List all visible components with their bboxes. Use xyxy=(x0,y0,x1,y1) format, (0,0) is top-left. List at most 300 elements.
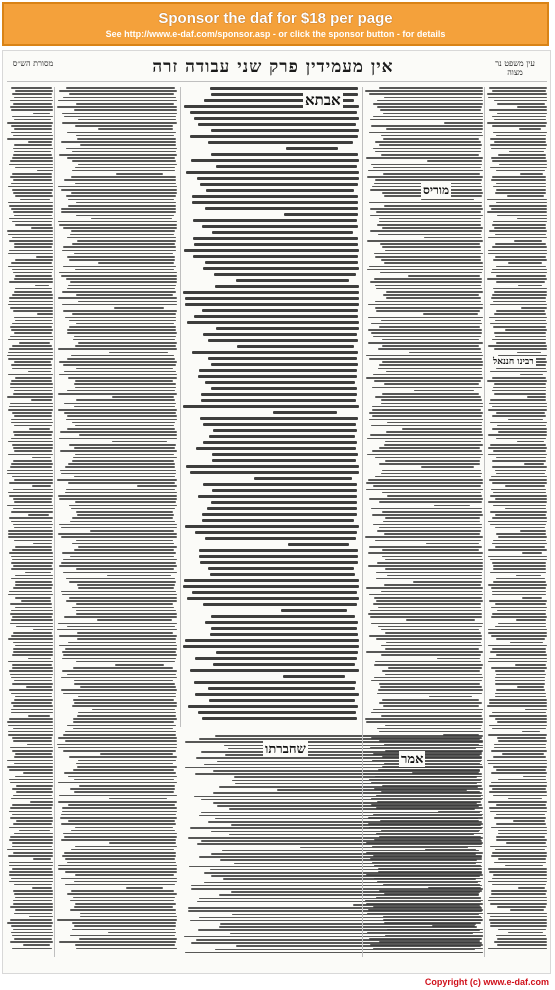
text-line xyxy=(58,348,177,350)
text-line xyxy=(57,479,177,481)
text-line xyxy=(488,434,547,436)
text-line xyxy=(524,463,544,465)
text-line xyxy=(369,202,482,204)
text-line xyxy=(493,288,546,290)
text-line xyxy=(68,205,176,207)
text-line xyxy=(75,944,175,946)
text-line xyxy=(195,657,357,660)
text-line xyxy=(381,403,483,405)
text-line xyxy=(115,664,164,666)
text-line xyxy=(62,807,177,809)
text-line xyxy=(61,689,177,691)
text-line xyxy=(114,307,164,309)
text-line xyxy=(68,642,176,644)
text-line xyxy=(37,313,52,315)
text-line xyxy=(61,591,177,593)
text-line xyxy=(74,253,173,255)
text-line xyxy=(491,157,546,159)
text-line xyxy=(377,530,482,532)
text-line xyxy=(493,326,547,328)
text-line xyxy=(491,827,547,829)
text-line xyxy=(490,138,546,140)
text-line xyxy=(277,789,467,791)
text-line xyxy=(370,281,482,283)
text-line xyxy=(14,361,51,363)
text-line xyxy=(505,865,544,867)
text-line xyxy=(515,664,546,666)
text-line xyxy=(376,638,482,640)
text-line xyxy=(385,568,483,570)
text-line xyxy=(368,170,483,172)
sponsor-title[interactable]: Sponsor the daf for $18 per page xyxy=(158,10,393,27)
text-line xyxy=(67,329,176,331)
text-line xyxy=(68,804,176,806)
ein-mishpat-heading: עין משפט נר מצוה xyxy=(495,59,535,77)
text-line xyxy=(495,670,545,672)
text-line xyxy=(373,167,482,169)
text-line xyxy=(203,483,357,486)
text-line xyxy=(490,846,547,848)
text-line xyxy=(13,900,52,902)
text-line xyxy=(11,635,53,637)
text-line xyxy=(254,477,352,480)
text-line xyxy=(68,285,176,287)
text-line xyxy=(211,387,356,390)
text-line xyxy=(487,93,547,95)
text-line xyxy=(14,913,52,915)
text-line xyxy=(58,533,177,535)
text-line xyxy=(11,932,53,934)
text-line xyxy=(72,705,176,707)
text-line xyxy=(369,594,482,596)
text-line xyxy=(62,658,177,660)
text-line xyxy=(208,821,482,823)
text-line xyxy=(76,568,174,570)
text-line xyxy=(72,517,173,519)
text-line xyxy=(487,705,547,707)
text-line xyxy=(382,393,479,395)
text-line xyxy=(8,253,53,255)
text-line xyxy=(8,492,53,494)
text-line xyxy=(32,485,51,487)
text-line xyxy=(385,632,481,634)
text-line xyxy=(492,482,547,484)
text-line xyxy=(517,352,541,354)
text-line xyxy=(492,460,547,462)
text-line xyxy=(237,345,354,348)
text-line xyxy=(376,310,480,312)
sponsor-banner[interactable] xyxy=(2,2,549,46)
text-line xyxy=(73,769,174,771)
text-line xyxy=(7,922,53,924)
text-line xyxy=(508,932,544,934)
text-line xyxy=(283,675,344,678)
text-line xyxy=(10,387,53,389)
text-line xyxy=(369,132,482,134)
text-line xyxy=(10,906,53,908)
text-line xyxy=(487,913,547,915)
text-line xyxy=(367,454,483,456)
text-line xyxy=(66,148,177,150)
text-line xyxy=(368,552,483,554)
text-line xyxy=(496,342,546,344)
text-line xyxy=(12,368,52,370)
text-line xyxy=(370,208,483,210)
text-line xyxy=(67,332,176,334)
text-line xyxy=(78,164,177,166)
text-line xyxy=(496,814,545,816)
text-line xyxy=(64,852,176,854)
text-line xyxy=(374,253,483,255)
text-line xyxy=(21,600,50,602)
text-line xyxy=(61,141,177,143)
text-line xyxy=(183,405,359,408)
text-line xyxy=(382,345,479,347)
text-line xyxy=(13,740,51,742)
text-line xyxy=(12,664,52,666)
text-line xyxy=(10,403,53,405)
text-line xyxy=(65,492,176,494)
text-line xyxy=(14,479,53,481)
text-line xyxy=(488,237,547,239)
text-line xyxy=(62,122,177,124)
text-line xyxy=(63,364,176,366)
text-line xyxy=(109,842,176,844)
text-line xyxy=(490,559,546,561)
text-line xyxy=(434,505,470,507)
text-line xyxy=(186,171,359,174)
text-line xyxy=(489,317,547,319)
text-line xyxy=(70,909,176,911)
text-line xyxy=(58,186,177,188)
text-line xyxy=(109,798,167,800)
text-line xyxy=(72,929,175,931)
text-line xyxy=(13,587,53,589)
text-line xyxy=(185,741,483,743)
text-line xyxy=(492,712,546,714)
text-line xyxy=(381,715,482,717)
text-line xyxy=(386,371,482,373)
text-line xyxy=(14,501,52,503)
text-line xyxy=(8,202,53,204)
text-line xyxy=(492,294,547,296)
text-line xyxy=(492,90,545,92)
text-line xyxy=(9,297,53,299)
text-line xyxy=(498,830,546,832)
text-line xyxy=(381,473,481,475)
text-line xyxy=(185,767,483,769)
text-line xyxy=(382,246,480,248)
text-line xyxy=(369,498,483,500)
text-line xyxy=(488,900,547,902)
text-line xyxy=(63,833,177,835)
text-line xyxy=(487,211,547,213)
text-line xyxy=(215,818,477,820)
text-line xyxy=(198,375,357,378)
text-line xyxy=(25,572,51,574)
sponsor-subtitle[interactable]: See http://www.e-daf.com/sponsor.asp - or click the sponsor button - for details xyxy=(105,29,446,39)
text-line xyxy=(488,97,547,99)
text-line xyxy=(14,756,53,758)
text-line xyxy=(71,849,173,851)
text-line xyxy=(12,788,52,790)
text-line xyxy=(13,890,53,892)
text-line xyxy=(494,313,545,315)
text-line xyxy=(367,269,483,271)
text-line xyxy=(60,431,177,433)
text-line xyxy=(59,941,176,943)
text-line xyxy=(372,514,483,516)
text-line xyxy=(517,686,544,688)
text-line xyxy=(74,683,176,685)
text-line xyxy=(7,122,53,124)
text-line xyxy=(492,878,547,880)
text-line xyxy=(494,119,546,121)
text-line xyxy=(97,619,172,621)
text-line xyxy=(13,135,52,137)
text-line xyxy=(79,785,175,787)
text-line xyxy=(489,479,546,481)
text-line xyxy=(374,278,482,280)
text-line xyxy=(489,785,547,787)
text-line xyxy=(15,607,52,609)
text-line xyxy=(188,907,482,909)
text-line xyxy=(61,275,177,277)
text-line xyxy=(8,358,52,360)
text-line xyxy=(14,540,52,542)
text-line xyxy=(497,906,546,908)
text-line xyxy=(13,524,53,526)
text-line xyxy=(498,536,546,538)
text-line xyxy=(489,699,547,701)
text-line xyxy=(490,572,546,574)
text-line xyxy=(203,603,357,606)
text-line xyxy=(61,814,176,816)
text-line xyxy=(384,584,481,586)
text-line xyxy=(517,441,544,443)
text-line xyxy=(13,103,52,105)
text-line xyxy=(12,237,53,239)
text-line xyxy=(198,711,356,714)
text-line xyxy=(11,380,52,382)
text-line xyxy=(517,218,547,220)
text-line xyxy=(8,454,53,456)
text-line xyxy=(213,802,477,804)
text-line xyxy=(63,734,176,736)
text-line xyxy=(9,552,53,554)
text-line xyxy=(11,556,53,558)
text-line xyxy=(488,629,547,631)
text-line xyxy=(495,336,547,338)
text-line xyxy=(9,281,53,283)
text-line xyxy=(522,597,542,599)
text-line xyxy=(191,888,482,890)
text-line xyxy=(80,144,176,146)
text-line xyxy=(77,766,176,768)
text-line xyxy=(369,635,482,637)
text-line xyxy=(68,199,174,201)
text-line xyxy=(493,221,547,223)
text-line xyxy=(376,572,482,574)
text-line xyxy=(73,339,175,341)
text-line xyxy=(490,916,546,918)
text-line xyxy=(190,920,481,922)
text-line xyxy=(213,792,482,794)
text-line xyxy=(214,273,356,276)
text-line xyxy=(198,929,480,931)
text-line xyxy=(58,801,177,803)
text-line xyxy=(498,929,547,931)
text-line xyxy=(36,256,53,258)
text-line xyxy=(383,113,483,115)
text-line xyxy=(10,807,52,809)
text-line xyxy=(498,740,547,742)
text-line xyxy=(505,329,546,331)
text-line xyxy=(69,505,177,507)
text-line xyxy=(492,594,546,596)
text-line xyxy=(386,297,481,299)
text-line xyxy=(373,148,481,150)
text-line xyxy=(492,428,547,430)
text-line xyxy=(194,796,480,798)
text-line xyxy=(209,699,354,702)
text-line xyxy=(10,466,53,468)
text-line xyxy=(489,897,547,899)
text-line xyxy=(199,856,482,858)
text-line xyxy=(366,651,483,653)
text-line xyxy=(496,804,546,806)
text-line xyxy=(14,833,53,835)
text-line xyxy=(78,342,177,344)
text-line xyxy=(11,568,53,570)
text-line xyxy=(58,409,177,411)
text-line xyxy=(192,201,358,204)
text-line xyxy=(195,693,358,696)
text-line xyxy=(210,633,359,636)
text-line xyxy=(372,415,482,417)
column-rule xyxy=(54,87,55,957)
text-line xyxy=(491,587,546,589)
text-line xyxy=(366,355,482,357)
text-line xyxy=(80,686,176,688)
text-line xyxy=(57,919,177,921)
text-line xyxy=(384,205,482,207)
text-line xyxy=(496,202,547,204)
text-line xyxy=(492,116,546,118)
text-line xyxy=(10,623,53,625)
text-line xyxy=(9,591,52,593)
text-line xyxy=(208,687,355,690)
text-line xyxy=(494,227,546,229)
text-line xyxy=(493,387,547,389)
text-line xyxy=(14,97,52,99)
text-line xyxy=(10,176,53,178)
text-line xyxy=(8,441,53,443)
text-line xyxy=(63,227,177,229)
text-line xyxy=(14,425,52,427)
text-line xyxy=(12,157,53,159)
text-line xyxy=(378,348,481,350)
text-line xyxy=(75,167,175,169)
text-line xyxy=(11,183,52,185)
text-line xyxy=(185,525,359,528)
text-line xyxy=(70,556,174,558)
text-line xyxy=(187,321,359,324)
text-line xyxy=(382,470,481,472)
text-line xyxy=(13,192,52,194)
text-line xyxy=(64,616,176,618)
text-line xyxy=(490,167,547,169)
text-line xyxy=(373,103,482,105)
text-line xyxy=(69,326,177,328)
text-line xyxy=(74,476,176,478)
text-line xyxy=(184,579,359,582)
text-line xyxy=(495,693,546,695)
text-line xyxy=(10,100,52,102)
text-line xyxy=(64,179,176,181)
text-line xyxy=(98,128,172,130)
text-line xyxy=(9,164,53,166)
tosafot-column xyxy=(57,87,177,957)
text-line xyxy=(7,355,53,357)
text-line xyxy=(77,240,177,242)
text-line xyxy=(231,824,482,826)
text-line xyxy=(376,288,482,290)
text-line xyxy=(15,776,53,778)
text-line xyxy=(488,409,547,411)
text-line xyxy=(219,926,477,928)
text-line xyxy=(70,234,174,236)
text-line xyxy=(381,629,479,631)
text-line xyxy=(196,939,480,941)
text-line xyxy=(76,103,174,105)
text-line xyxy=(210,869,479,871)
text-line xyxy=(64,412,175,414)
text-line xyxy=(12,189,53,191)
text-line xyxy=(498,431,547,433)
text-line xyxy=(75,425,174,427)
text-line xyxy=(9,827,53,829)
text-line xyxy=(495,470,547,472)
text-line xyxy=(496,769,547,771)
text-line xyxy=(12,549,52,551)
text-line xyxy=(13,447,53,449)
text-line xyxy=(496,935,546,937)
text-line xyxy=(13,460,52,462)
text-line xyxy=(384,97,482,99)
text-line xyxy=(62,113,177,115)
text-line xyxy=(207,507,357,510)
text-line xyxy=(66,578,175,580)
text-line xyxy=(14,680,52,682)
text-line xyxy=(496,654,547,656)
text-line xyxy=(385,517,480,519)
text-line xyxy=(495,498,546,500)
text-line xyxy=(498,858,546,860)
text-line xyxy=(74,406,174,408)
text-line xyxy=(7,849,53,851)
text-line xyxy=(8,266,53,268)
text-line xyxy=(201,812,480,814)
text-line xyxy=(215,285,359,288)
text-line xyxy=(64,403,176,405)
text-line xyxy=(15,90,53,92)
text-line xyxy=(10,674,52,676)
text-line xyxy=(14,278,53,280)
text-line xyxy=(109,352,168,354)
text-line xyxy=(92,709,175,711)
text-line xyxy=(379,447,480,449)
